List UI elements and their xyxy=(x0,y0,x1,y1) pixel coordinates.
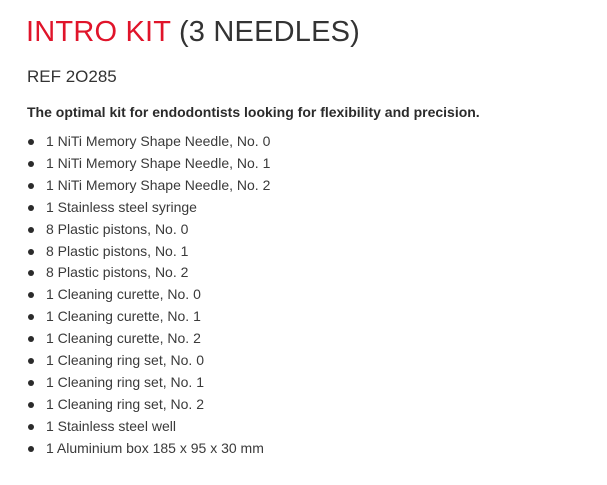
list-item-text: 1 Cleaning curette, No. 1 xyxy=(46,308,201,325)
bullet-icon xyxy=(28,402,34,408)
list-item xyxy=(27,372,607,394)
bullet-icon xyxy=(28,270,34,276)
kit-contents-list xyxy=(27,131,607,460)
list-item xyxy=(27,153,607,175)
list-item xyxy=(27,416,607,438)
bullet-icon xyxy=(28,227,34,233)
product-reference: REF 2O285 xyxy=(27,67,117,86)
list-item xyxy=(27,438,607,460)
list-item xyxy=(27,197,607,219)
bullet-icon xyxy=(28,249,34,255)
list-item-text: 1 Cleaning curette, No. 0 xyxy=(46,286,201,303)
bullet-icon xyxy=(28,139,34,145)
list-item-text: 1 Stainless steel well xyxy=(46,417,176,434)
bullet-icon xyxy=(28,380,34,386)
bullet-icon xyxy=(28,292,34,298)
bullet-icon xyxy=(28,336,34,342)
list-item-text: 1 Cleaning ring set, No. 1 xyxy=(46,373,204,390)
list-item-text: 8 Plastic pistons, No. 2 xyxy=(46,264,189,281)
list-item-text: 1 Cleaning ring set, No. 0 xyxy=(46,352,204,369)
product-tagline: The optimal kit for endodontists looking for flexibility and precision. xyxy=(27,104,480,120)
bullet-icon xyxy=(28,314,34,320)
bullet-icon xyxy=(28,446,34,452)
list-item xyxy=(27,350,607,372)
bullet-icon xyxy=(28,161,34,167)
product-title xyxy=(26,12,607,52)
list-item xyxy=(27,241,607,263)
list-item xyxy=(27,394,607,416)
list-item-text: 1 NiTi Memory Shape Needle, No. 2 xyxy=(46,176,271,193)
list-item-text: 1 NiTi Memory Shape Needle, No. 1 xyxy=(46,154,271,171)
bullet-icon xyxy=(28,183,34,189)
list-item xyxy=(27,131,607,153)
list-item xyxy=(27,284,607,306)
bullet-icon xyxy=(28,424,34,430)
list-item-text: 1 Stainless steel syringe xyxy=(46,198,197,215)
product-title-variant: (3 NEEDLES) xyxy=(178,16,361,48)
list-item xyxy=(27,175,607,197)
list-item-text: 1 Cleaning ring set, No. 2 xyxy=(46,395,204,412)
list-item-text: 1 NiTi Memory Shape Needle, No. 0 xyxy=(46,133,271,149)
list-item xyxy=(27,306,607,328)
list-item xyxy=(27,328,607,350)
bullet-icon xyxy=(28,358,34,364)
list-item-text: 8 Plastic pistons, No. 0 xyxy=(46,220,189,237)
list-item xyxy=(27,262,607,284)
bullet-icon xyxy=(28,205,34,211)
list-item-text: 1 Cleaning curette, No. 2 xyxy=(46,330,201,347)
list-item-text: 8 Plastic pistons, No. 1 xyxy=(46,242,189,259)
list-item-text: 1 Aluminium box 185 x 95 x 30 mm xyxy=(46,439,264,456)
list-item xyxy=(27,219,607,241)
product-title-name: INTRO KIT xyxy=(26,16,171,48)
